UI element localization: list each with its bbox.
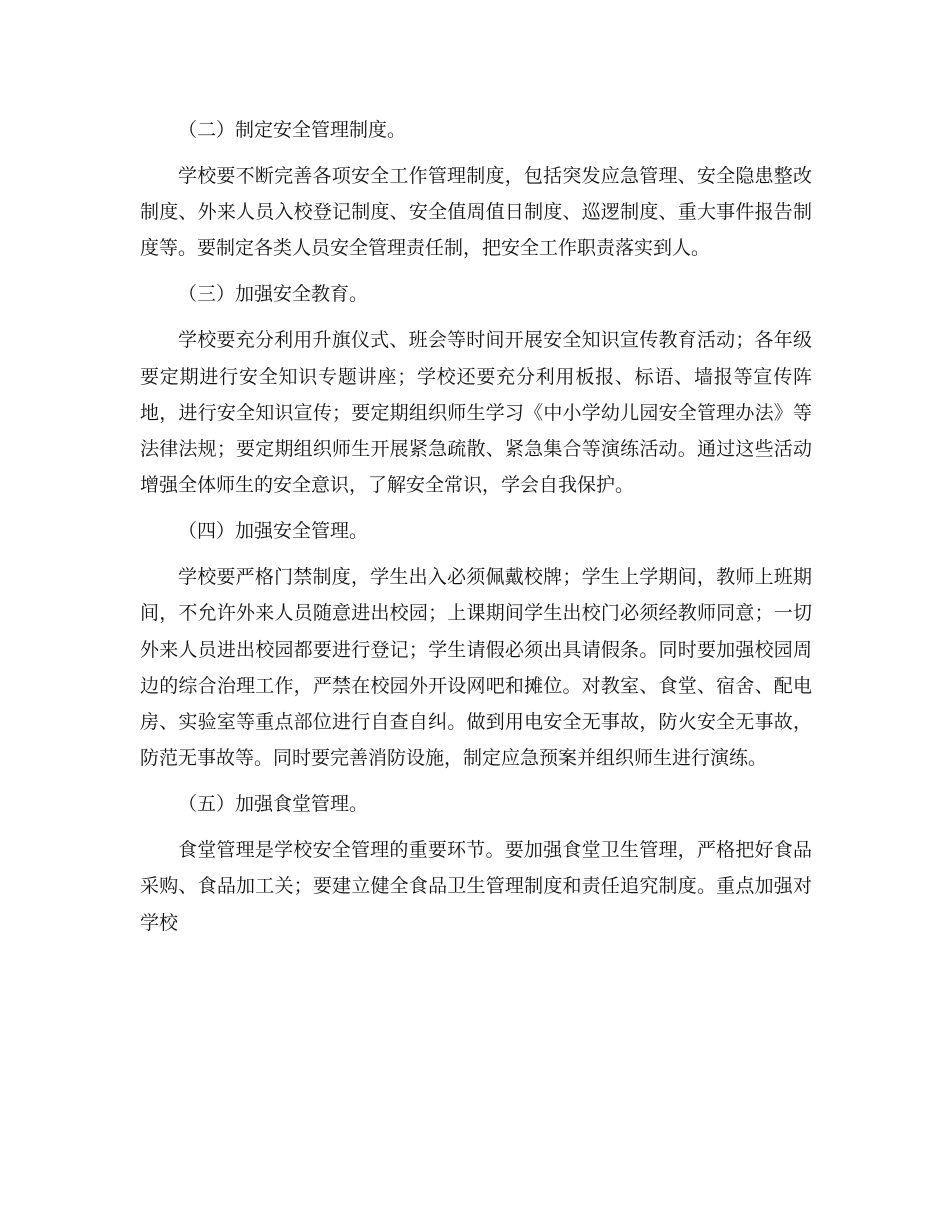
section-paragraph-5: 食堂管理是学校安全管理的重要环节。要加强食堂卫生管理，严格把好食品采购、食品加工关；要建立健全食品卫生管理制度和责任追究制度。重点加强对学校: [140, 839, 812, 934]
section-paragraph-3: 学校要充分利用升旗仪式、班会等时间开展安全知识宣传教育活动；各年级要定期进行安全知识专题讲座；学校还要充分利用板报、标语、墙报等宣传阵地，进行安全知识宣传；要定期组织师生学习《中小学幼儿园安全管理办法》等法律法规；要定期组织师生开展紧急疏散、紧急集合等演练活动。通过这些活动增强全体师生的安全意识，了解安全常识，学会自我保护。: [140, 329, 812, 497]
section-heading-4: （四）加强安全管理。: [178, 520, 369, 543]
section-heading-2: （二）制定安全管理制度。: [178, 119, 407, 141]
section-paragraph-2: 学校要不断完善各项安全工作管理制度，包括突发应急管理、安全隐患整改制度、外来人员入校登记制度、安全值周值日制度、巡逻制度、重大事件报告制度等。要制定各类人员安全管理责任制，把安全工作职责落实到人。: [140, 165, 812, 260]
section-paragraph-4: 学校要严格门禁制度，学生出入必须佩戴校牌；学生上学期间，教师上班期间，不允许外来人员随意进出校园；上课期间学生出校门必须经教师同意；一切外来人员进出校园都要进行登记；学生请假必须出具请假条。同时要加强校园周边的综合治理工作，严禁在校园外开设网吧和摊位。对教室、食堂、宿舍、配电房、实验室等重点部位进行自查自纠。做到用电安全无事故，防火安全无事故，防范无事故等。同时要完善消防设施，制定应急预案并组织师生进行演练。: [140, 566, 812, 770]
document-body: [140, 112, 812, 951]
section-heading-3: （三）加强安全教育。: [178, 283, 369, 306]
section-heading-5: （五）加强食堂管理。: [178, 793, 369, 816]
